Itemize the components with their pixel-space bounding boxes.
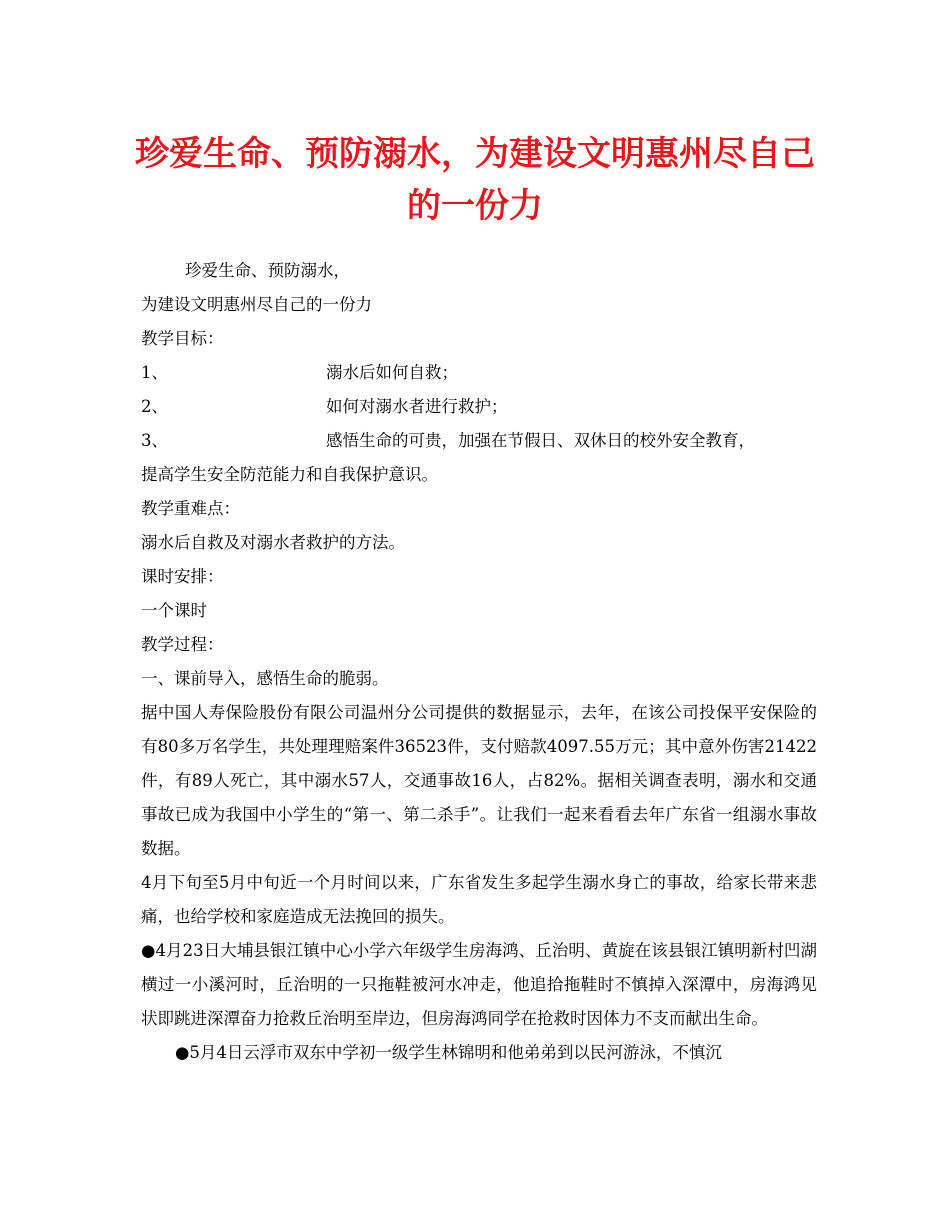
goal-number: 2、 <box>141 397 168 416</box>
goal-number: 1、 <box>141 363 168 382</box>
paragraph-statistics: 据中国人寿保险股份有限公司温州分公司提供的数据显示，去年，在该公司投保平安保险的有80多万名学生，共处理理赔案件36523件，支付赔款4097.55万元；其中意外伤害21422件，有89人死亡，其中溺水57人，交通事故16人，占82%。据相关调查表明，溺水和交通事故已成为我国中小学生的“第一、第二杀手”。让我们一起来看看去年广东省一组溺水事故数据。 <box>141 703 817 858</box>
goals-heading: 教学目标： <box>141 329 224 348</box>
goal-item-3 <box>141 424 817 458</box>
document-title: 珍爱生命、预防溺水，为建设文明惠州尽自己的一份力 <box>135 134 815 226</box>
goal-item-1 <box>141 356 817 390</box>
bullet-incident-1: ●4月23日大埔县银江镇中心小学六年级学生房海鸿、丘治明、黄旋在该县银江镇明新村凹湖横过一小溪河时，丘治明的一只拖鞋被河水冲走，他追拾拖鞋时不慎掉入深潭中，房海鸿见状即跳进深潭奋力抢救丘治明至岸边，但房海鸿同学在抢救时因体力不支而献出生命。 <box>141 941 817 1028</box>
schedule-text: 一个课时 <box>141 601 207 620</box>
document-body <box>141 254 817 1070</box>
intro-line-1: 珍爱生命、预防溺水， <box>185 261 350 280</box>
intro-line-2: 为建设文明惠州尽自己的一份力 <box>141 295 372 314</box>
goal-number: 3、 <box>141 431 168 450</box>
goal-text: 感悟生命的可贵，加强在节假日、双休日的校外安全教育， <box>326 431 755 450</box>
section-1-heading: 一、课前导入，感悟生命的脆弱。 <box>141 669 389 688</box>
paragraph-period: 4月下旬至5月中旬近一个月时间以来，广东省发生多起学生溺水身亡的事故，给家长带来悲痛，也给学校和家庭造成无法挽回的损失。 <box>141 873 817 926</box>
schedule-heading: 课时安排： <box>141 567 224 586</box>
goal-item-2 <box>141 390 817 424</box>
goal-text: 溺水后如何自救； <box>326 363 458 382</box>
bullet-incident-2: ●5月4日云浮市双东中学初一级学生林锦明和他弟弟到以民河游泳，不慎沉 <box>175 1043 722 1062</box>
key-text: 溺水后自救及对溺水者救护的方法。 <box>141 533 405 552</box>
key-heading: 教学重难点： <box>141 499 240 518</box>
process-heading: 教学过程： <box>141 635 224 654</box>
goal-3-continued: 提高学生安全防范能力和自我保护意识。 <box>141 465 438 484</box>
goal-text: 如何对溺水者进行救护； <box>326 397 508 416</box>
